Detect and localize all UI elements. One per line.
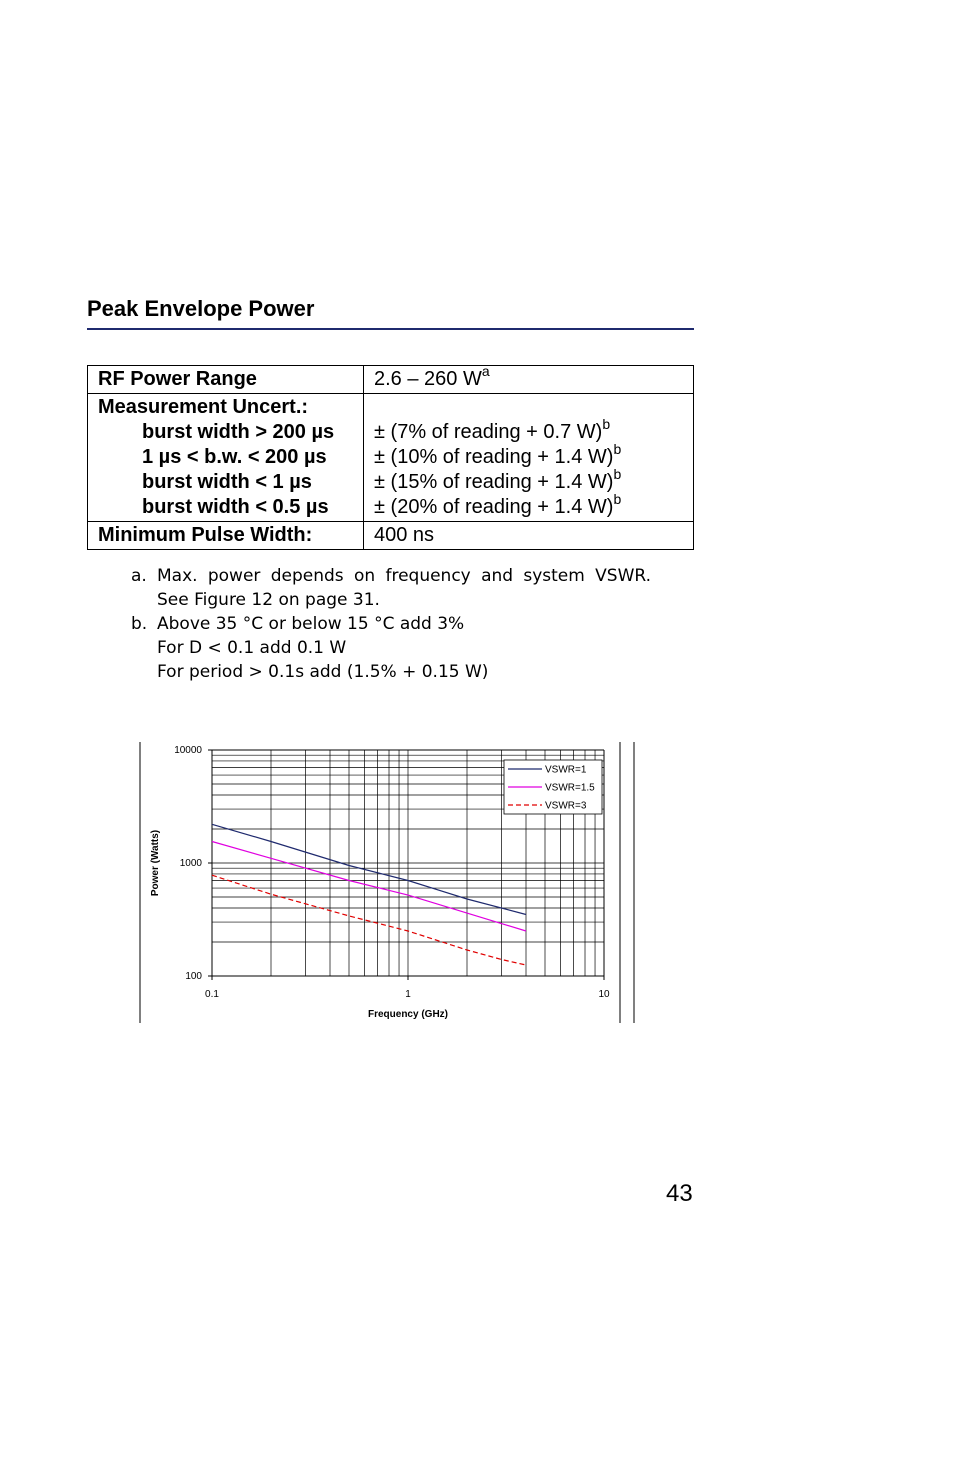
series-line-vswr-1-5 <box>212 842 526 932</box>
title-underline <box>87 328 694 330</box>
measurement-uncert-label: Measurement Uncert.: <box>98 396 309 418</box>
footnote-line: For period > 0.1s add (1.5% + 0.15 W) <box>157 662 489 682</box>
footnote-line: Above 35 °C or below 15 °C add 3% <box>157 614 465 634</box>
sub-label: 1 µs < b.w. < 200 µs <box>142 446 327 468</box>
spec-table <box>87 365 694 550</box>
x-tick-label: 1 <box>405 989 411 1000</box>
measurement-uncert-values <box>364 394 694 522</box>
sub-label: burst width > 200 µs <box>142 421 335 443</box>
x-axis-label: Frequency (GHz) <box>367 1009 449 1020</box>
sub-label: burst width < 0.5 µs <box>142 496 329 518</box>
x-tick-label: 10 <box>598 989 610 1000</box>
series-line-vswr-3 <box>212 875 526 965</box>
section-title: Peak Envelope Power <box>87 296 315 321</box>
table-row <box>88 394 694 522</box>
footnote-marker: b. <box>131 614 148 634</box>
measurement-uncert-labels <box>88 394 364 522</box>
footnote-line: Max. power depends on frequency and system VSWR. <box>157 566 651 586</box>
legend-label: VSWR=1 <box>545 764 587 776</box>
series-line-vswr-1 <box>212 824 526 914</box>
y-axis-label: Power (Watts) <box>150 829 161 897</box>
footnote-line: See Figure 12 on page 31. <box>157 590 380 610</box>
min-pulse-width-label: Minimum Pulse Width: <box>88 522 364 550</box>
table-row <box>88 522 694 550</box>
table-row <box>88 366 694 394</box>
uncert-value: ± (7% of reading + 0.7 W)$^b$ <box>374 416 611 443</box>
footnotes <box>131 564 651 684</box>
y-tick-label: 1000 <box>179 858 202 869</box>
uncert-value: ± (15% of reading + 1.4 W)$^b$ <box>374 466 622 493</box>
sub-label: burst width < 1 µs <box>142 471 312 493</box>
footnote-b <box>131 612 651 684</box>
footnote-marker: a. <box>131 566 147 586</box>
uncert-value: ± (20% of reading + 1.4 W)$^b$ <box>374 491 622 518</box>
rf-power-range-label: RF Power Range <box>88 366 364 394</box>
y-tick-label: 10000 <box>174 745 202 756</box>
x-tick-label: 0.1 <box>205 989 219 1000</box>
legend-label: VSWR=3 <box>545 800 587 812</box>
min-pulse-width-value: 400 ns <box>364 522 694 550</box>
footnote-a <box>131 564 651 612</box>
uncert-value: ± (10% of reading + 1.4 W)$^b$ <box>374 441 622 468</box>
page-number: 43 <box>666 1180 693 1207</box>
y-tick-label: 100 <box>185 971 202 982</box>
power-frequency-chart <box>130 735 650 1035</box>
rf-power-range-value: 2.6 – 260 $W^a$ <box>364 366 694 394</box>
footnote-line: For D < 0.1 add 0.1 W <box>157 638 347 658</box>
legend-label: VSWR=1.5 <box>545 782 595 794</box>
